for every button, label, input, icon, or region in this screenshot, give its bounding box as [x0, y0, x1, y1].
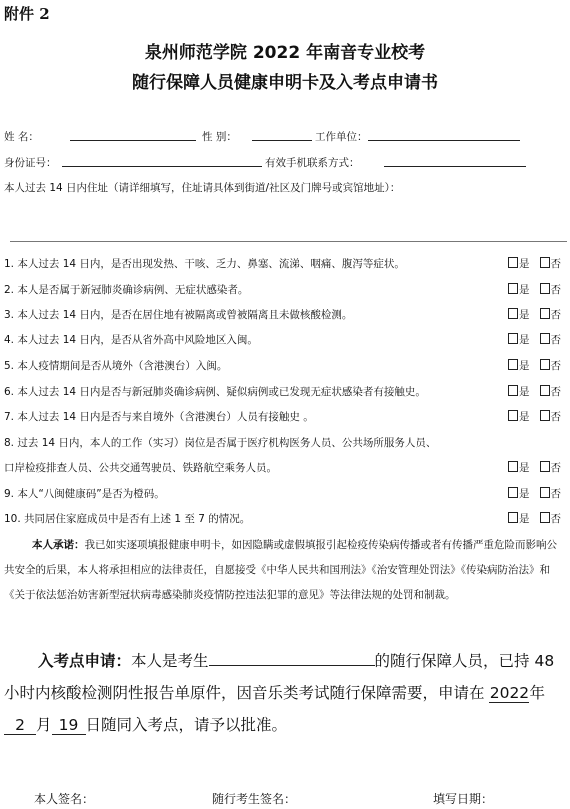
no-checkbox[interactable] — [540, 385, 550, 396]
application-section — [4, 645, 568, 741]
no-checkbox[interactable] — [540, 257, 550, 268]
yes-checkbox[interactable] — [508, 359, 518, 370]
id-number-field[interactable] — [62, 154, 262, 167]
promise-section — [4, 533, 566, 608]
answer-options — [508, 486, 561, 501]
yes-checkbox[interactable] — [508, 461, 518, 472]
address-field-line[interactable] — [10, 241, 567, 242]
title-line-1: 泉州师范学院 2022 年南音专业校考 — [144, 43, 426, 63]
answer-options — [508, 307, 561, 322]
no-checkbox[interactable] — [540, 512, 550, 523]
yes-label: 是 — [519, 411, 530, 423]
question-text: 10. 共同居住家庭成员中是否有上述 1 至 7 的情况。 — [4, 513, 251, 525]
yes-label: 是 — [519, 386, 530, 398]
no-checkbox[interactable] — [540, 359, 550, 370]
yes-checkbox[interactable] — [508, 308, 518, 319]
year-suffix: 年 — [529, 684, 545, 702]
no-label: 否 — [550, 360, 561, 372]
question-text: 口岸检疫排查人员、公共交通驾驶员、铁路航空乘务人员。 — [4, 462, 277, 474]
yes-label: 是 — [519, 462, 530, 474]
yes-label: 是 — [519, 258, 530, 270]
yes-checkbox[interactable] — [508, 385, 518, 396]
yes-label: 是 — [519, 334, 530, 346]
application-part2: 的随行保障人员，已持 48 小时内核酸检测阴性报告单原件，因音乐类考试随行保障需要，申请在 — [4, 652, 555, 702]
student-name-field[interactable] — [209, 665, 375, 666]
month-suffix: 月 — [36, 716, 52, 734]
no-label: 否 — [550, 334, 561, 346]
no-label: 否 — [550, 411, 561, 423]
question-text: 6. 本人过去 14 日内是否与新冠肺炎确诊病例、疑似病例或已发现无症状感染者有接触史。 — [4, 386, 426, 398]
name-label: 姓 名： — [4, 131, 39, 143]
title-line-2: 随行保障人员健康申明卡及入考点申请书 — [132, 73, 438, 93]
yes-checkbox[interactable] — [508, 257, 518, 268]
no-label: 否 — [550, 309, 561, 321]
yes-label: 是 — [519, 513, 530, 525]
answer-options — [508, 511, 561, 526]
no-checkbox[interactable] — [540, 283, 550, 294]
work-field[interactable] — [368, 128, 520, 141]
answer-options — [508, 256, 561, 271]
yes-checkbox[interactable] — [508, 487, 518, 498]
application-part1: 本人是考生 — [131, 652, 209, 670]
no-checkbox[interactable] — [540, 461, 550, 472]
question-text: 8. 过去 14 日内，本人的工作（实习）岗位是否属于医疗机构医务人员、公共场所服务人员、 — [4, 437, 437, 449]
no-label: 否 — [550, 258, 561, 270]
work-label: 工作单位： — [315, 131, 368, 143]
question-text: 2. 本人是否属于新冠肺炎确诊病例、无症状感染者。 — [4, 284, 249, 296]
yes-checkbox[interactable] — [508, 333, 518, 344]
name-field[interactable] — [70, 128, 196, 141]
application-lead: 入考点申请： — [38, 652, 132, 670]
answer-options — [508, 332, 561, 347]
yes-checkbox[interactable] — [508, 512, 518, 523]
year-value[interactable]: 2022 — [489, 684, 530, 702]
answer-options — [508, 460, 561, 475]
answer-options — [508, 409, 561, 424]
no-label: 否 — [550, 462, 561, 474]
yes-checkbox[interactable] — [508, 283, 518, 294]
gender-field[interactable] — [252, 128, 312, 141]
date-label: 填写日期： — [433, 792, 494, 806]
attachment-label: 附件 2 — [4, 5, 50, 23]
yes-label: 是 — [519, 488, 530, 500]
no-checkbox[interactable] — [540, 308, 550, 319]
no-checkbox[interactable] — [540, 333, 550, 344]
student-signature-label: 随行考生签名： — [212, 792, 297, 806]
no-label: 否 — [550, 488, 561, 500]
no-checkbox[interactable] — [540, 487, 550, 498]
no-label: 否 — [550, 513, 561, 525]
yes-label: 是 — [519, 360, 530, 372]
id-number-label: 身份证号： — [4, 157, 57, 169]
application-part3: 日随同入考点，请予以批准。 — [85, 716, 288, 734]
question-text: 1. 本人过去 14 日内，是否出现发热、干咳、乏力、鼻塞、流涕、咽痛、腹泻等症状。 — [4, 258, 405, 270]
gender-label: 性 别： — [202, 131, 237, 143]
phone-label: 有效手机联系方式： — [265, 157, 360, 169]
yes-label: 是 — [519, 284, 530, 296]
answer-options — [508, 358, 561, 373]
day-value[interactable]: 19 — [52, 716, 86, 735]
no-label: 否 — [550, 284, 561, 296]
promise-lead: 本人承诺： — [32, 539, 85, 551]
no-checkbox[interactable] — [540, 410, 550, 421]
month-value[interactable]: 2 — [4, 716, 36, 735]
address-label: 本人过去 14 日内住址（请详细填写，住址请具体到街道/社区及门牌号或宾馆地址）： — [4, 182, 401, 194]
phone-field[interactable] — [384, 154, 526, 167]
question-text: 7. 本人过去 14 日内是否与来自境外（含港澳台）人员有接触史 。 — [4, 411, 314, 423]
promise-body: 我已如实逐项填报健康申明卡，如因隐瞒或虚假填报引起检疫传染病传播或者有传播严重危险而影响公共安全的后果，本人将承担相应的法律责任，自愿接受《中华人民共和国刑法》《治安管理处罚法》《传染病防治法》和《关于依法惩治妨害新型冠状病毒感染肺炎疫情防控违法犯罪的意见》等法律法规的处罚和制裁。 — [4, 539, 557, 601]
question-text: 4. 本人过去 14 日内，是否从省外高中风险地区入闽。 — [4, 334, 258, 346]
question-text: 5. 本人疫情期间是否从境外（含港澳台）入闽。 — [4, 360, 228, 372]
self-signature-label: 本人签名： — [34, 792, 95, 806]
yes-label: 是 — [519, 309, 530, 321]
question-text: 3. 本人过去 14 日内，是否在居住地有被隔离或曾被隔离且未做核酸检测。 — [4, 309, 353, 321]
answer-options — [508, 282, 561, 297]
yes-checkbox[interactable] — [508, 410, 518, 421]
question-text: 9. 本人“八闽健康码”是否为橙码。 — [4, 488, 165, 500]
answer-options — [508, 384, 561, 399]
no-label: 否 — [550, 386, 561, 398]
